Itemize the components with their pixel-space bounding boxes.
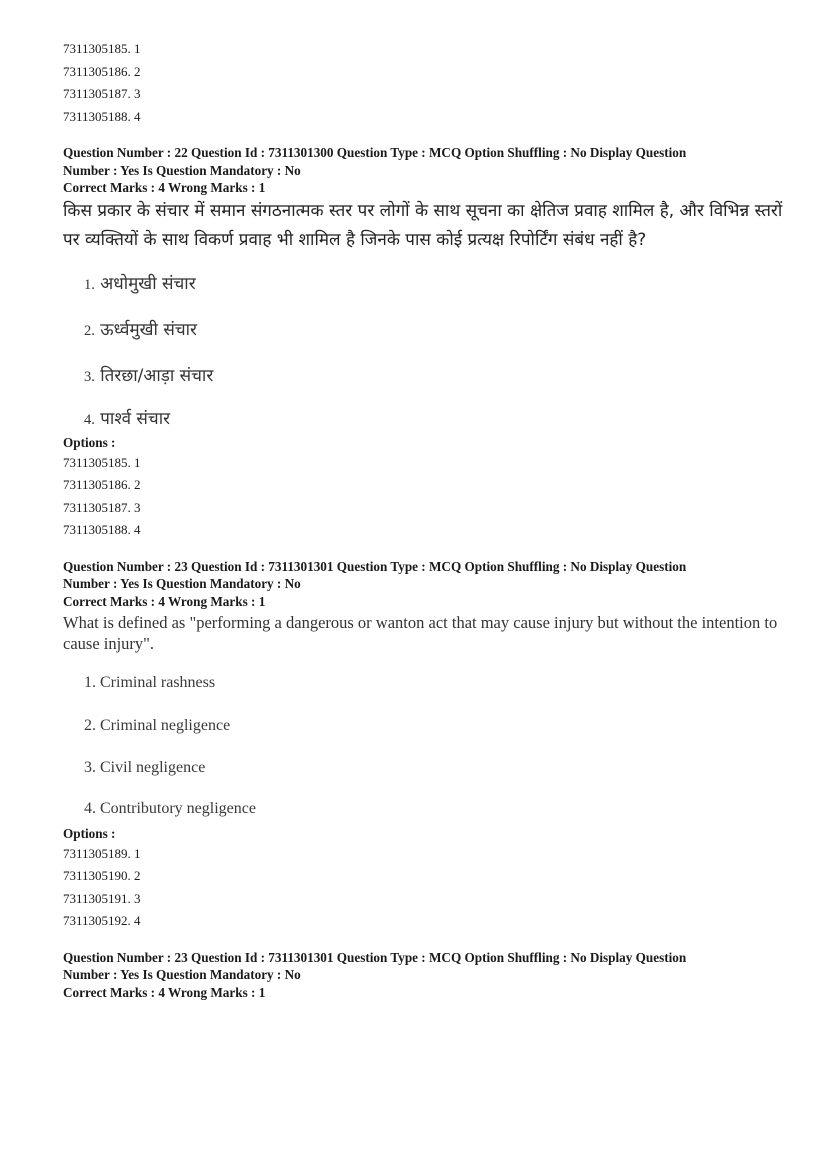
question-meta: Number : Yes Is Question Mandatory : No <box>63 162 301 178</box>
options-label: Options : <box>63 825 116 841</box>
question-marks: Correct Marks : 4 Wrong Marks : 1 <box>63 593 266 609</box>
answer-choice: 4. पार्श्व संचार <box>84 408 171 429</box>
question-23-repeat-block <box>63 949 783 1002</box>
option-id-line: 7311305188. 4 <box>63 522 141 537</box>
answer-choice: 4. Contributory negligence <box>84 799 256 817</box>
option-ids <box>63 843 783 933</box>
document-page <box>63 38 783 1001</box>
answer-choices <box>63 662 783 824</box>
question-meta: Number : Yes Is Question Mandatory : No <box>63 576 301 591</box>
option-id-line: 7311305191. 3 <box>63 890 141 906</box>
options-label: Options : <box>63 434 116 450</box>
question-text: किस प्रकार के संचार में समान संगठनात्मक स्तर पर लोगों के साथ सूचना का क्षेतिज प्रवाह शामिल है, और विभिन्न स्तरों पर व्यक्तियों के साथ विकर्ण प्रवाह भी शामिल है जिनके पास कोई प्रत्यक्ष रिपोर्टिंग संबंध नहीं है? <box>63 200 783 250</box>
question-marks: Correct Marks : 4 Wrong Marks : 1 <box>63 984 266 1000</box>
question-23-block <box>63 558 783 933</box>
option-id-line: 7311305190. 2 <box>63 868 141 883</box>
option-id-line: 7311305186. 2 <box>63 477 141 492</box>
option-id-line: 7311305187. 3 <box>63 499 141 515</box>
option-ids <box>63 452 783 542</box>
option-id-line: 7311305185. 1 <box>63 454 141 470</box>
question-meta: Number : Yes Is Question Mandatory : No <box>63 967 301 982</box>
answer-choice: 1. Criminal rashness <box>84 674 216 691</box>
answer-choice: 3. तिरछा/आड़ा संचार <box>84 365 214 386</box>
option-id-line: 7311305192. 4 <box>63 913 141 928</box>
option-id-line: 7311305185. 1 <box>63 41 141 56</box>
question-22-block <box>63 144 783 542</box>
question-text: What is defined as "performing a dangerous or wanton act that may cause injury but without the intention to cause injury". <box>63 613 778 653</box>
option-id-line: 7311305188. 4 <box>63 108 141 124</box>
answer-choice: 1. अधोमुखी संचार <box>84 273 196 294</box>
option-id-line: 7311305186. 2 <box>63 63 141 79</box>
answer-choices <box>63 261 783 433</box>
answer-choice: 3. Civil negligence <box>84 759 206 776</box>
answer-choice: 2. Criminal negligence <box>84 716 231 734</box>
question-meta: Question Number : 23 Question Id : 7311301301 Question Type : MCQ Option Shuffling : No Display Question <box>63 558 687 574</box>
question-meta: Question Number : 22 Question Id : 7311301300 Question Type : MCQ Option Shuffling : No Display Question <box>63 145 687 160</box>
answer-choice: 2. ऊर्ध्वमुखी संचार <box>84 319 197 340</box>
question-marks: Correct Marks : 4 Wrong Marks : 1 <box>63 180 266 195</box>
option-id-line: 7311305187. 3 <box>63 86 141 101</box>
question-meta: Question Number : 23 Question Id : 7311301301 Question Type : MCQ Option Shuffling : No Display Question <box>63 949 687 965</box>
prev-question-options <box>63 38 783 128</box>
option-id-line: 7311305189. 1 <box>63 845 141 861</box>
